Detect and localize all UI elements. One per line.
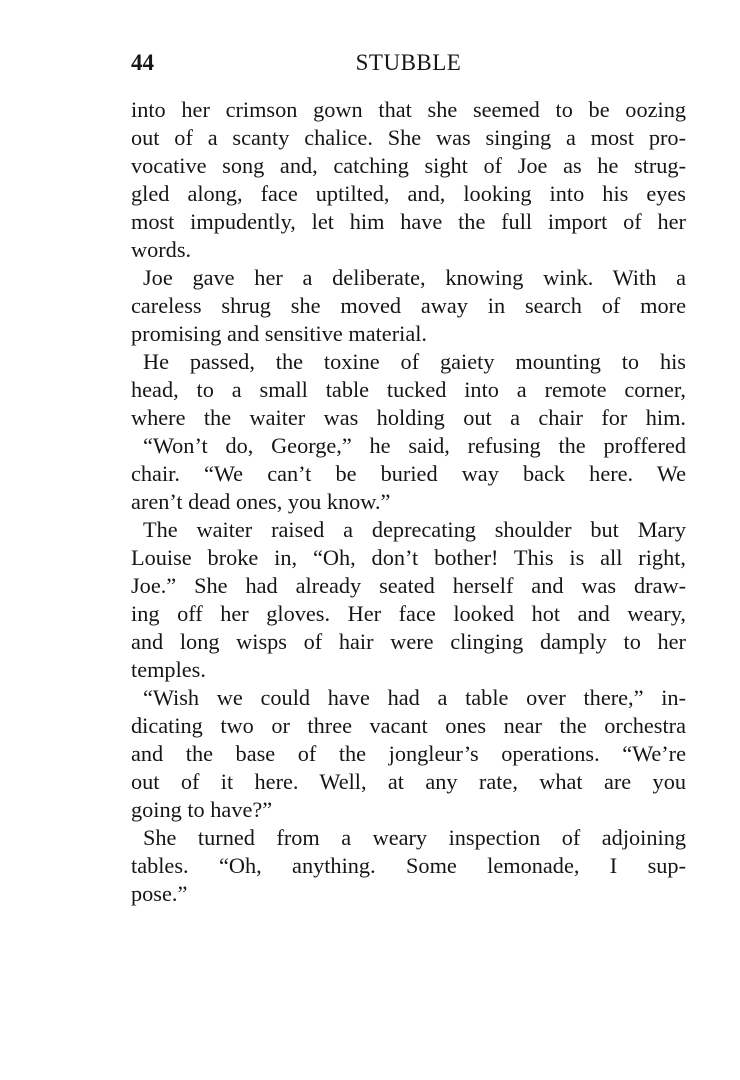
text-line: careless shrug she moved away in search of more: [131, 293, 686, 318]
text-line: tables. “Oh, anything. Some lemonade, I sup-: [131, 853, 686, 878]
text-line: into her crimson gown that she seemed to be oozing: [131, 97, 686, 122]
text-line: ing off her gloves. Her face looked hot and weary,: [131, 601, 686, 626]
paragraph: [131, 96, 686, 264]
paragraph: [131, 684, 686, 824]
text-line: gled along, face uptilted, and, looking into his eyes: [131, 181, 686, 206]
running-head: [131, 50, 686, 82]
book-page: [131, 50, 686, 908]
text-line: and long wisps of hair were clinging damply to her: [131, 629, 686, 654]
text-line: where the waiter was holding out a chair for him.: [131, 405, 686, 430]
text-line: out of it here. Well, at any rate, what are you: [131, 769, 686, 794]
text-line: He passed, the toxine of gaiety mounting to his: [143, 349, 686, 374]
text-line: going to have?”: [131, 797, 273, 822]
text-line: head, to a small table tucked into a remote corner,: [131, 377, 686, 402]
paragraph: [131, 264, 686, 348]
text-line: temples.: [131, 657, 206, 682]
text-line: “Wish we could have had a table over there,” in-: [143, 685, 686, 710]
text-line: Joe gave her a deliberate, knowing wink. With a: [143, 265, 686, 290]
text-line: pose.”: [131, 881, 188, 906]
text-line: chair. “We can’t be buried way back here. We: [131, 461, 686, 486]
paragraph: [131, 824, 686, 908]
paragraph: [131, 432, 686, 516]
text-line: “Won’t do, George,” he said, refusing the proffered: [143, 433, 686, 458]
text-line: promising and sensitive material.: [131, 321, 427, 346]
text-line: aren’t dead ones, you know.”: [131, 489, 391, 514]
text-line: vocative song and, catching sight of Joe as he strug-: [131, 153, 686, 178]
paragraph: [131, 516, 686, 684]
text-line: Louise broke in, “Oh, don’t bother! This is all right,: [131, 545, 686, 570]
text-line: The waiter raised a deprecating shoulder but Mary: [143, 517, 686, 542]
page-number: 44: [131, 50, 154, 75]
text-line: out of a scanty chalice. She was singing a most pro-: [131, 125, 686, 150]
text-line: dicating two or three vacant ones near the orchestra: [131, 713, 686, 738]
text-line: words.: [131, 237, 192, 262]
running-title: STUBBLE: [355, 50, 462, 75]
text-line: most impudently, let him have the full import of her: [131, 209, 686, 234]
text-line: and the base of the jongleur’s operations. “We’re: [131, 741, 686, 766]
paragraph: [131, 348, 686, 432]
body-text: [131, 96, 686, 908]
text-line: She turned from a weary inspection of adjoining: [143, 825, 686, 850]
text-line: Joe.” She had already seated herself and was draw-: [131, 573, 686, 598]
